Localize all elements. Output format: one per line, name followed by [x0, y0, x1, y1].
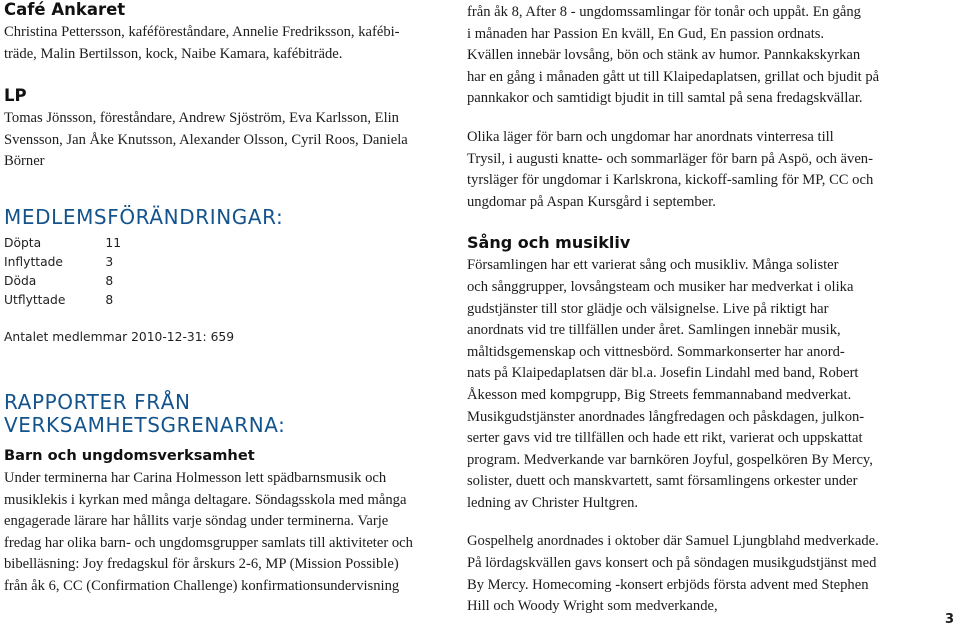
text-line: Börner	[4, 153, 45, 170]
text-line: musiklekis i kyrkan med många deltagare. Söndagsskola med många	[4, 491, 407, 508]
text-line: Christina Pettersson, kaféföreståndare, Annelie Fredriksson, kafébi-	[4, 24, 400, 40]
text-line: program. Medverkande var barnkören Joyful, gospelkören By Mercy,	[467, 451, 873, 468]
cafe-staff	[4, 22, 450, 65]
table-row	[4, 234, 121, 253]
text-line: pannkakor och samtidigt bjudit in till samtal på sena fredagskvällar.	[467, 90, 863, 107]
text-line: från åk 6, CC (Confirmation Challenge) konfirmationsundervisning	[4, 577, 400, 594]
text-line: träde, Malin Bertilsson, kock, Naibe Kamara, kafébiträde.	[4, 45, 343, 62]
text-line: fredag har olika barn- och ungdomsgrupper samlats till aktiviteter och	[4, 534, 413, 551]
stat-label: Döpta	[4, 235, 42, 250]
text-line: Olika läger för barn och ungdomar har anordnats vinterresa till	[467, 128, 834, 145]
stat-value: 8	[105, 273, 114, 288]
gospel-paragraph	[467, 531, 947, 617]
stat-label: Inflyttade	[4, 254, 63, 269]
youth-paragraph-continued	[467, 2, 947, 110]
stat-value: 3	[105, 254, 114, 269]
heading-line: VERKSAMHETSGRENARNA:	[4, 412, 286, 437]
reports-heading	[4, 391, 450, 437]
text-line: i månaden har Passion En kväll, En Gud, En passion ordnats.	[467, 25, 825, 42]
text-line: serter gavs vid tre tillfällen och hade ett rikt, varierat och uppskattat	[467, 430, 863, 447]
text-line: Åkesson med kompgrupp, Big Streets femmannaband medverkat.	[467, 386, 852, 403]
stat-label: Utflyttade	[4, 292, 66, 307]
stat-label: Döda	[4, 273, 37, 288]
lp-heading: LP	[4, 86, 27, 106]
text-line: anordnats vid tre tillfällen under året. Samlingen innebär musik,	[467, 322, 841, 339]
text-line: bibelläsning: Joy fredagskul för årskurs 2-6, MP (Mission Possible)	[4, 556, 399, 573]
stat-value: 11	[105, 235, 122, 250]
text-line: Musikgudstjänster anordnades långfredagen och påskdagen, julkon-	[467, 408, 865, 425]
text-line: By Mercy. Homecoming -konsert erbjöds första advent med Stephen	[467, 576, 869, 593]
text-line: Kvällen innebär lovsång, bön och stänk av humor. Pannkakskyrkan	[467, 47, 861, 64]
text-line: solister, duett och manskvartett, samt församlingens orkester under	[467, 473, 858, 490]
text-line: nats på Klaipedaplatsen där bl.a. Josefin Lindahl med band, Robert	[467, 365, 859, 382]
cafe-heading: Café Ankaret	[4, 0, 126, 19]
text-line: och sånggrupper, lovsångsteam och musiker har medverkat i olika	[467, 278, 854, 295]
text-line: gudstjänster till stor glädje och välsignelse. Live på riktigt har	[467, 300, 829, 317]
text-line: Tomas Jönsson, föreståndare, Andrew Sjöström, Eva Karlsson, Elin	[4, 110, 399, 127]
stat-value: 8	[105, 292, 114, 307]
table-row	[4, 253, 121, 272]
membership-table	[4, 234, 121, 310]
heading-line: RAPPORTER FRÅN	[4, 389, 191, 414]
text-line: Hill och Woody Wright som medverkande,	[467, 598, 718, 615]
camps-paragraph	[467, 127, 947, 213]
text-line: ledning av Christer Hultgren.	[467, 494, 639, 511]
music-paragraph	[467, 255, 947, 514]
text-line: har en gång i månaden gått ut till Klaipedaplatsen, grillat och bjudit på	[467, 68, 880, 85]
youth-paragraph	[4, 468, 450, 598]
text-line: ungdomar på Aspan Kursgård i september.	[467, 193, 716, 210]
text-line: Gospelhelg anordnades i oktober där Samuel Ljungblahd medverkade.	[467, 533, 879, 550]
table-row	[4, 272, 121, 291]
text-line: tyrsläger för ungdomar i Karlskrona, kickoff-samling för MP, CC och	[467, 172, 874, 189]
text-line: På lördagskvällen gavs konsert och på söndagen musikgudstjänst med	[467, 555, 877, 572]
member-total: Antalet medlemmar 2010-12-31: 659	[4, 329, 235, 344]
youth-subheading: Barn och ungdomsverksamhet	[4, 446, 255, 464]
text-line: Svensson, Jan Åke Knutsson, Alexander Olsson, Cyril Roos, Daniela	[4, 131, 408, 148]
text-line: från åk 8, After 8 - ungdomssamlingar för tonår och uppåt. En gång	[467, 4, 861, 20]
table-row	[4, 291, 121, 310]
right-column	[467, 0, 947, 618]
music-heading: Sång och musikliv	[467, 233, 631, 253]
page-number: 3	[944, 612, 954, 627]
text-line: engagerade lärare har hållits varje söndag under terminerna. Varje	[4, 513, 389, 530]
membership-heading: MEDLEMSFÖRÄNDRINGAR:	[4, 204, 284, 229]
text-line: Församlingen har ett varierat sång och musikliv. Många solister	[467, 257, 839, 274]
lp-staff	[4, 108, 450, 173]
text-line: Trysil, i augusti knatte- och sommarläger för barn på Aspö, och även-	[467, 150, 873, 167]
text-line: Under terminerna har Carina Holmesson lett spädbarnsmusik och	[4, 469, 387, 486]
left-column	[4, 0, 450, 598]
text-line: måltidsgemenskap och vittnesbörd. Sommarkonserter har anord-	[467, 343, 845, 360]
